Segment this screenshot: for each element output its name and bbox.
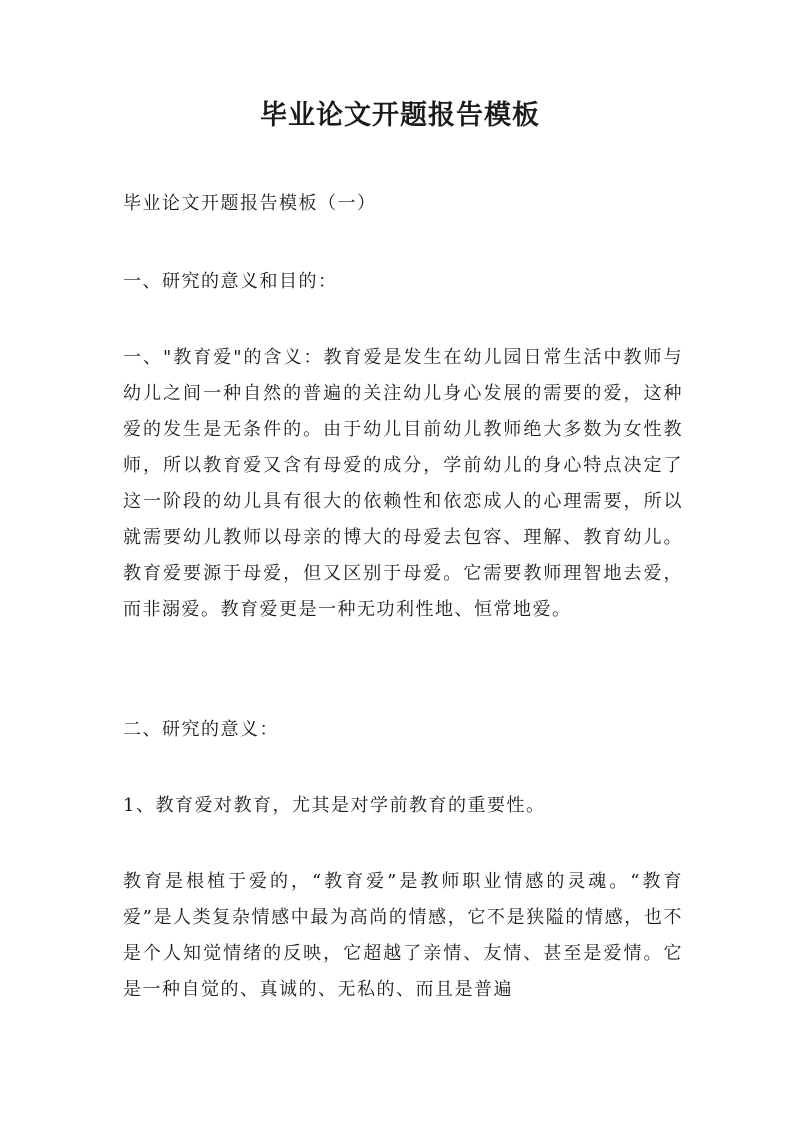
- paragraph-education-love-definition: 一、"教育爱"的含义：教育爱是发生在幼儿园日常生活中教师与幼儿之间一种自然的普遍的关注幼儿身心发展的需要的爱，这种爱的发生是无条件的。由于幼儿目前幼儿教师绝大多数为女性教师，所以教育爱又含有母爱的成分，学前幼儿的身心特点决定了这一阶段的幼儿具有很大的依赖性和依恋成人的心理需要，所以就需要幼儿教师以母亲的博大的母爱去包容、理解、教育幼儿。教育爱要源于母爱，但又区别于母爱。它需要教师理智地去爱，而非溺爱。教育爱更是一种无功利性地、恒常地爱。: [123, 347, 683, 620]
- paragraph-education-love-root: 教育是根植于爱的，“教育爱”是教师职业情感的灵魂。“教育爱”是人类复杂情感中最为高尚的情感，它不是狭隘的情感，也不是个人知觉情绪的反映，它超越了亲情、友情、甚至是爱情。它是一种自觉的、真诚的、无私的、而且是普遍: [123, 871, 683, 1000]
- document-subtitle: 毕业论文开题报告模板（一）: [123, 193, 377, 214]
- section-heading-significance: 二、研究的意义：: [123, 719, 279, 740]
- document-title: 毕业论文开题报告模板: [260, 100, 540, 131]
- section-heading-purpose: 一、研究的意义和目的：: [123, 271, 338, 292]
- list-item-importance: 1、教育爱对教育，尤其是对学前教育的重要性。: [123, 795, 546, 816]
